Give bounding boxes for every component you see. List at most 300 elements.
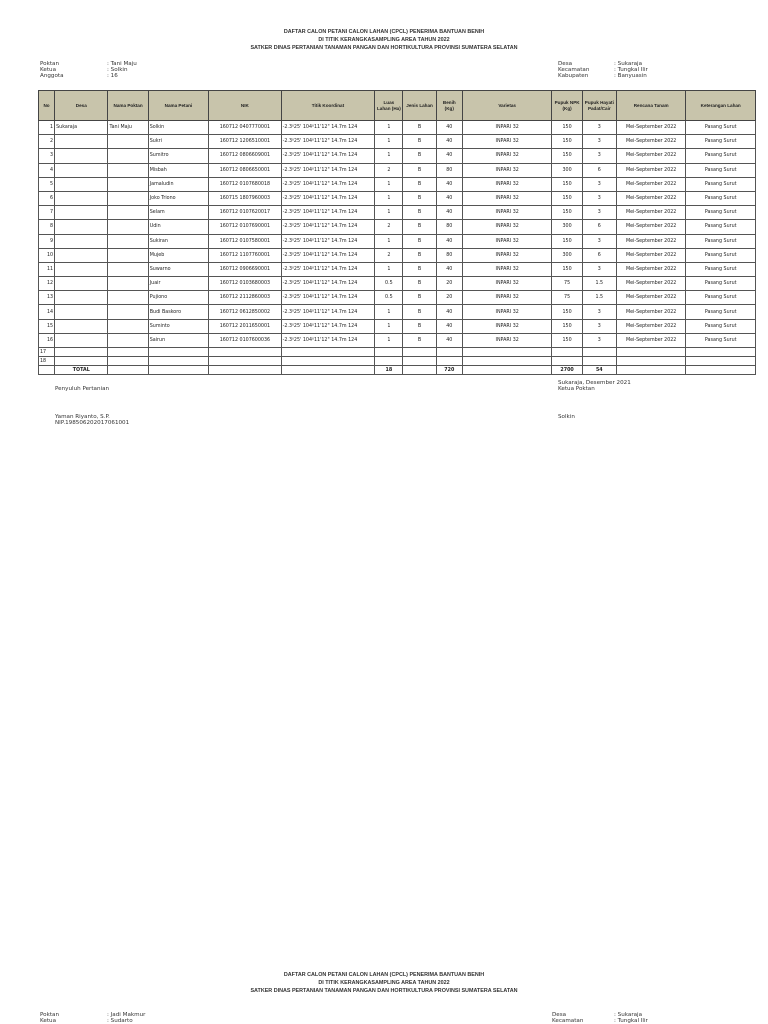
cell-varietas: INPARI 32	[462, 277, 552, 291]
cell-nik: 160712 0612850002	[209, 305, 282, 319]
cell-nama-poktan	[108, 319, 148, 333]
total-npk: 2700	[552, 366, 582, 375]
cell-nama-poktan	[108, 163, 148, 177]
cell-nama-poktan	[108, 333, 148, 347]
cell-benih: 40	[436, 191, 462, 205]
cell-no	[39, 366, 55, 375]
cell-rencana-tanam: Mei-September 2022	[616, 277, 685, 291]
cell-varietas: INPARI 32	[462, 234, 552, 248]
cell-pupuk-npk: 150	[552, 234, 582, 248]
cell-rencana-tanam: Mei-September 2022	[616, 305, 685, 319]
cell-jenis-lahan: B	[403, 206, 436, 220]
cell-jenis-lahan: B	[403, 191, 436, 205]
table-body	[39, 121, 756, 375]
cell-no: 11	[39, 262, 55, 276]
cell-benih: 40	[436, 234, 462, 248]
cell-luas-lahan: 1	[375, 121, 403, 135]
cell-nama-petani: Pujiono	[148, 291, 208, 305]
poktan-info	[40, 61, 137, 79]
cell-benih: 80	[436, 248, 462, 262]
cell-no: 6	[39, 191, 55, 205]
cell-nik: 160712 1107760001	[209, 248, 282, 262]
cell-no: 8	[39, 220, 55, 234]
cell-pupuk-npk: 150	[552, 206, 582, 220]
table-header-row	[39, 91, 756, 121]
table-row	[39, 277, 756, 291]
cell-keterangan-lahan	[686, 348, 756, 357]
cell-nama-petani: Budi Baskoro	[148, 305, 208, 319]
cell-benih: 40	[436, 177, 462, 191]
cell-pupuk-npk: 150	[552, 177, 582, 191]
cell-rencana-tanam	[616, 348, 685, 357]
cell-luas-lahan: 2	[375, 220, 403, 234]
cell-varietas	[462, 348, 552, 357]
info-value: : Sukaraja	[614, 1012, 643, 1018]
cell-nama-petani: Solkin	[148, 121, 208, 135]
cell-desa	[55, 234, 108, 248]
cell-desa	[55, 333, 108, 347]
cell-nama-poktan	[108, 357, 148, 366]
info-label: Ketua	[40, 1018, 56, 1024]
total-row	[39, 366, 756, 375]
cell-luas-lahan: 2	[375, 248, 403, 262]
cell-benih: 40	[436, 121, 462, 135]
cell-nama-petani: Sumitro	[148, 149, 208, 163]
cell-desa	[55, 357, 108, 366]
cell-benih: 40	[436, 319, 462, 333]
table-row	[39, 206, 756, 220]
info-label: Kecamatan	[558, 67, 590, 73]
cell-luas-lahan: 1	[375, 191, 403, 205]
cell-nik: 160712 0407770001	[209, 121, 282, 135]
cell-keterangan-lahan: Pasang Surut	[686, 149, 756, 163]
cell-varietas: INPARI 32	[462, 248, 552, 262]
cell-pupuk-hayati: 3	[582, 191, 616, 205]
cell-keterangan-lahan: Pasang Surut	[686, 191, 756, 205]
info-value: : Solkin	[107, 67, 128, 73]
cell-rencana-tanam: Mei-September 2022	[616, 220, 685, 234]
cell-pupuk-hayati	[582, 348, 616, 357]
cell-titik-koordinat: -2.3⁰25' 104⁰11'12" 14.7m 124	[281, 333, 375, 347]
cell-nik	[209, 366, 282, 375]
cell-pupuk-hayati: 6	[582, 248, 616, 262]
cell-no: 13	[39, 291, 55, 305]
cell-varietas: INPARI 32	[462, 135, 552, 149]
cell-no: 14	[39, 305, 55, 319]
cell-nama-petani: Mujeb	[148, 248, 208, 262]
cell-pupuk-hayati: 3	[582, 234, 616, 248]
cell-jenis-lahan: B	[403, 291, 436, 305]
cell-rencana-tanam	[616, 366, 685, 375]
cell-desa	[55, 177, 108, 191]
title-line-1: DAFTAR CALON PETANI CALON LAHAN (CPCL) PENERIMA BANTUAN BENIH	[283, 972, 485, 978]
cell-titik-koordinat: -2.3⁰25' 104⁰11'12" 14.7m 124	[281, 277, 375, 291]
table-row	[39, 291, 756, 305]
cell-jenis-lahan	[403, 366, 436, 375]
cell-nik: 160712 0107680018	[209, 177, 282, 191]
cell-varietas: INPARI 32	[462, 191, 552, 205]
cell-pupuk-hayati: 6	[582, 220, 616, 234]
cell-jenis-lahan: B	[403, 333, 436, 347]
cell-varietas	[462, 357, 552, 366]
cell-nik: 160712 0107620017	[209, 206, 282, 220]
table-row	[39, 220, 756, 234]
cell-titik-koordinat: -2.3⁰25' 104⁰11'12" 14.7m 124	[281, 319, 375, 333]
cell-no: 18	[39, 357, 55, 366]
cell-titik-koordinat: -2.3⁰25' 104⁰11'12" 14.7m 124	[281, 177, 375, 191]
cell-nama-petani	[148, 366, 208, 375]
table-row	[39, 177, 756, 191]
cell-luas-lahan: 1	[375, 262, 403, 276]
cell-luas-lahan: 1	[375, 333, 403, 347]
cell-varietas: INPARI 32	[462, 291, 552, 305]
cell-benih: 20	[436, 277, 462, 291]
cell-nama-poktan: Tani Maju	[108, 121, 148, 135]
cell-luas-lahan: 1	[375, 319, 403, 333]
cell-keterangan-lahan: Pasang Surut	[686, 305, 756, 319]
table-row-blank	[39, 357, 756, 366]
info-value: : Jadi Makmur	[107, 1012, 146, 1018]
cell-pupuk-npk: 150	[552, 333, 582, 347]
cell-rencana-tanam: Mei-September 2022	[616, 206, 685, 220]
cell-no: 16	[39, 333, 55, 347]
cell-rencana-tanam: Mei-September 2022	[616, 177, 685, 191]
header-nama-poktan: Nama Poktan	[108, 91, 148, 121]
penyuluh-nip: NIP.198506202017061001	[55, 420, 130, 426]
table-row	[39, 234, 756, 248]
location-info-2	[552, 1012, 648, 1024]
cell-nama-petani: Selam	[148, 206, 208, 220]
cell-jenis-lahan	[403, 357, 436, 366]
cell-nama-petani: Sukiran	[148, 234, 208, 248]
cell-nama-poktan	[108, 135, 148, 149]
cell-nama-poktan	[108, 366, 148, 375]
cell-nama-poktan	[108, 220, 148, 234]
cell-titik-koordinat: -2.3⁰25' 104⁰11'12" 14.7m 124	[281, 305, 375, 319]
cpcl-table	[38, 90, 756, 375]
title-line-2: DI TITIK KERANGKASAMPLING AREA TAHUN 2022	[318, 980, 450, 986]
cell-nama-poktan	[108, 305, 148, 319]
cell-pupuk-hayati: 3	[582, 305, 616, 319]
header-benih: Benih (Kg)	[436, 91, 462, 121]
cell-luas-lahan: 0.5	[375, 277, 403, 291]
info-value: : Tungkal Ilir	[614, 1018, 648, 1024]
cell-nama-poktan	[108, 262, 148, 276]
cell-pupuk-npk: 150	[552, 262, 582, 276]
cell-pupuk-npk: 150	[552, 149, 582, 163]
cell-keterangan-lahan: Pasang Surut	[686, 177, 756, 191]
cell-luas-lahan: 0.5	[375, 291, 403, 305]
header-rencana-tanam: Rencana Tanam	[616, 91, 685, 121]
cell-no: 9	[39, 234, 55, 248]
cell-nama-poktan	[108, 191, 148, 205]
total-benih: 720	[436, 366, 462, 375]
cell-luas-lahan	[375, 348, 403, 357]
header-nama-petani: Nama Petani	[148, 91, 208, 121]
cell-titik-koordinat: -2.3⁰25' 104⁰11'12" 14.7m 124	[281, 149, 375, 163]
info-value: : 16	[107, 73, 118, 79]
cell-desa	[55, 248, 108, 262]
info-label: Kabupaten	[558, 73, 589, 79]
cell-varietas: INPARI 32	[462, 121, 552, 135]
cell-rencana-tanam: Mei-September 2022	[616, 163, 685, 177]
cell-keterangan-lahan: Pasang Surut	[686, 234, 756, 248]
cell-desa	[55, 206, 108, 220]
cell-nama-poktan	[108, 234, 148, 248]
total-label: TOTAL	[55, 366, 108, 375]
cell-luas-lahan: 1	[375, 305, 403, 319]
table-row-blank	[39, 348, 756, 357]
cell-no: 15	[39, 319, 55, 333]
title-line-3: SATKER DINAS PERTANIAN TANAMAN PANGAN DAN HORTIKULTURA PROVINSI SUMATERA SELATAN	[250, 45, 518, 51]
cell-benih: 20	[436, 291, 462, 305]
cell-desa	[55, 135, 108, 149]
title-line-3: SATKER DINAS PERTANIAN TANAMAN PANGAN DAN HORTIKULTURA PROVINSI SUMATERA SELATAN	[250, 988, 518, 994]
cell-pupuk-hayati: 6	[582, 163, 616, 177]
cell-rencana-tanam: Mei-September 2022	[616, 319, 685, 333]
cell-keterangan-lahan: Pasang Surut	[686, 206, 756, 220]
cell-keterangan-lahan	[686, 366, 756, 375]
cell-keterangan-lahan: Pasang Surut	[686, 277, 756, 291]
cell-nik: 160712 0103680003	[209, 277, 282, 291]
cell-nama-petani: Juair	[148, 277, 208, 291]
cell-titik-koordinat: -2.3⁰25' 104⁰11'12" 14.7m 124	[281, 121, 375, 135]
header-titik-koordinat: Titik Koordinat	[281, 91, 375, 121]
cell-titik-koordinat: -2.3⁰25' 104⁰11'12" 14.7m 124	[281, 220, 375, 234]
cell-desa	[55, 262, 108, 276]
cell-luas-lahan: 1	[375, 206, 403, 220]
cell-keterangan-lahan: Pasang Surut	[686, 262, 756, 276]
cell-titik-koordinat: -2.3⁰25' 104⁰11'12" 14.7m 124	[281, 248, 375, 262]
title-line-2: DI TITIK KERANGKASAMPLING AREA TAHUN 2022	[318, 37, 450, 43]
info-label: Kecamatan	[552, 1018, 584, 1024]
cell-nik: 160712 0107580001	[209, 234, 282, 248]
sign-date: Sukaraja, Desember 2021	[558, 380, 631, 386]
cell-titik-koordinat: -2.3⁰25' 104⁰11'12" 14.7m 124	[281, 135, 375, 149]
cell-nama-poktan	[108, 177, 148, 191]
cell-nama-poktan	[108, 291, 148, 305]
table-row	[39, 135, 756, 149]
cell-nik: 160715 1807960003	[209, 191, 282, 205]
cell-nik: 160712 0107690001	[209, 220, 282, 234]
cell-jenis-lahan: B	[403, 234, 436, 248]
cell-varietas: INPARI 32	[462, 319, 552, 333]
cell-keterangan-lahan: Pasang Surut	[686, 291, 756, 305]
cell-luas-lahan: 1	[375, 135, 403, 149]
cell-pupuk-hayati: 3	[582, 333, 616, 347]
cell-titik-koordinat: -2.3⁰25' 104⁰11'12" 14.7m 124	[281, 262, 375, 276]
info-label: Poktan	[40, 61, 60, 67]
cell-pupuk-npk: 150	[552, 121, 582, 135]
cell-nama-petani	[148, 357, 208, 366]
cell-varietas: INPARI 32	[462, 206, 552, 220]
cell-luas-lahan: 2	[375, 163, 403, 177]
cell-jenis-lahan: B	[403, 277, 436, 291]
cell-pupuk-npk: 75	[552, 291, 582, 305]
cell-pupuk-hayati: 3	[582, 177, 616, 191]
cell-pupuk-npk: 300	[552, 248, 582, 262]
cell-pupuk-hayati: 1.5	[582, 291, 616, 305]
cell-rencana-tanam: Mei-September 2022	[616, 135, 685, 149]
cell-pupuk-npk: 150	[552, 191, 582, 205]
cell-pupuk-npk	[552, 348, 582, 357]
cell-nik	[209, 357, 282, 366]
cell-pupuk-npk: 150	[552, 319, 582, 333]
cell-nama-petani: Suwarno	[148, 262, 208, 276]
info-value: : Tungkal Ilir	[614, 67, 648, 73]
cell-nama-poktan	[108, 149, 148, 163]
cell-varietas: INPARI 32	[462, 149, 552, 163]
cell-rencana-tanam: Mei-September 2022	[616, 234, 685, 248]
cell-desa	[55, 149, 108, 163]
cell-benih: 40	[436, 135, 462, 149]
info-label: Ketua	[40, 67, 56, 73]
cell-rencana-tanam: Mei-September 2022	[616, 262, 685, 276]
cell-jenis-lahan: B	[403, 305, 436, 319]
cell-desa	[55, 277, 108, 291]
info-value: : Sukaraja	[614, 61, 643, 67]
cell-jenis-lahan: B	[403, 163, 436, 177]
cell-rencana-tanam	[616, 357, 685, 366]
cell-nama-poktan	[108, 248, 148, 262]
cell-keterangan-lahan	[686, 357, 756, 366]
header-jenis-lahan: Jenis Lahan	[403, 91, 436, 121]
cell-varietas	[462, 366, 552, 375]
cell-jenis-lahan: B	[403, 149, 436, 163]
cell-nik: 160712 0806650001	[209, 163, 282, 177]
cell-jenis-lahan: B	[403, 121, 436, 135]
cell-pupuk-npk: 300	[552, 163, 582, 177]
cell-rencana-tanam: Mei-September 2022	[616, 248, 685, 262]
cell-titik-koordinat	[281, 366, 375, 375]
cell-benih	[436, 357, 462, 366]
cell-luas-lahan: 1	[375, 177, 403, 191]
table-row	[39, 149, 756, 163]
signature-right-name	[558, 414, 575, 420]
cell-nama-petani	[148, 348, 208, 357]
cell-pupuk-hayati: 1.5	[582, 277, 616, 291]
cell-nik: 160712 2011650001	[209, 319, 282, 333]
cell-titik-koordinat: -2.3⁰25' 104⁰11'12" 14.7m 124	[281, 291, 375, 305]
cell-desa	[55, 191, 108, 205]
cell-titik-koordinat: -2.3⁰25' 104⁰11'12" 14.7m 124	[281, 191, 375, 205]
cell-rencana-tanam: Mei-September 2022	[616, 291, 685, 305]
cell-keterangan-lahan: Pasang Surut	[686, 248, 756, 262]
header-no: No	[39, 91, 55, 121]
cell-pupuk-npk: 75	[552, 277, 582, 291]
cell-titik-koordinat	[281, 348, 375, 357]
info-value: : Tani Maju	[107, 61, 137, 67]
table-row	[39, 333, 756, 347]
cell-pupuk-hayati	[582, 357, 616, 366]
cell-benih: 40	[436, 149, 462, 163]
info-label: Desa	[552, 1012, 567, 1018]
cell-titik-koordinat: -2.3⁰25' 104⁰11'12" 14.7m 124	[281, 234, 375, 248]
header-keterangan-lahan: Keterangan Lahan	[686, 91, 756, 121]
cell-varietas: INPARI 32	[462, 220, 552, 234]
cell-desa: Sukaraja	[55, 121, 108, 135]
title-line-1: DAFTAR CALON PETANI CALON LAHAN (CPCL) PENERIMA BANTUAN BENIH	[283, 29, 485, 35]
cell-keterangan-lahan: Pasang Surut	[686, 135, 756, 149]
cell-nik	[209, 348, 282, 357]
cell-nama-petani: Jamaludin	[148, 177, 208, 191]
cell-rencana-tanam: Mei-September 2022	[616, 191, 685, 205]
info-value: : Sudarto	[107, 1018, 133, 1024]
cell-nama-petani: Udin	[148, 220, 208, 234]
document-title-2	[0, 971, 768, 995]
header-varietas: Varietas	[462, 91, 552, 121]
cell-keterangan-lahan: Pasang Surut	[686, 121, 756, 135]
cell-titik-koordinat: -2.3⁰25' 104⁰11'12" 14.7m 124	[281, 206, 375, 220]
cell-pupuk-hayati: 3	[582, 121, 616, 135]
cell-no: 17	[39, 348, 55, 357]
cell-nik: 160712 0906690001	[209, 262, 282, 276]
cell-benih: 40	[436, 206, 462, 220]
table-row	[39, 163, 756, 177]
cell-nama-petani: Misbah	[148, 163, 208, 177]
signature-left	[55, 386, 109, 392]
cell-nik: 160712 0107600036	[209, 333, 282, 347]
cell-rencana-tanam: Mei-September 2022	[616, 333, 685, 347]
cell-pupuk-hayati: 3	[582, 206, 616, 220]
cell-no: 3	[39, 149, 55, 163]
cell-nik: 160712 0806609001	[209, 149, 282, 163]
cell-titik-koordinat	[281, 357, 375, 366]
ketua-name: Solkin	[558, 414, 575, 420]
cell-nama-poktan	[108, 277, 148, 291]
document-title	[0, 28, 768, 52]
cell-luas-lahan: 1	[375, 234, 403, 248]
cell-desa	[55, 305, 108, 319]
info-label: Anggota	[40, 73, 64, 79]
cell-desa	[55, 220, 108, 234]
cell-no: 1	[39, 121, 55, 135]
table-row	[39, 248, 756, 262]
total-luas: 18	[375, 366, 403, 375]
cell-nik: 160712 2112860003	[209, 291, 282, 305]
cell-keterangan-lahan: Pasang Surut	[686, 163, 756, 177]
ketua-role: Ketua Poktan	[558, 386, 595, 392]
cell-desa	[55, 319, 108, 333]
cell-no: 7	[39, 206, 55, 220]
total-hayati: 54	[582, 366, 616, 375]
location-info	[558, 61, 648, 79]
cell-no: 5	[39, 177, 55, 191]
cell-pupuk-npk: 300	[552, 220, 582, 234]
cell-nama-petani: Joko Triono	[148, 191, 208, 205]
cell-jenis-lahan: B	[403, 262, 436, 276]
table-row	[39, 121, 756, 135]
table-row	[39, 262, 756, 276]
cell-pupuk-hayati: 3	[582, 319, 616, 333]
cell-benih: 80	[436, 220, 462, 234]
cell-benih	[436, 348, 462, 357]
cell-pupuk-hayati: 3	[582, 262, 616, 276]
info-value: : Banyuasin	[614, 73, 647, 79]
cell-jenis-lahan: B	[403, 177, 436, 191]
info-label: Poktan	[40, 1012, 60, 1018]
cell-pupuk-hayati: 3	[582, 135, 616, 149]
header-pupuk-npk: Pupuk NPK (Kg)	[552, 91, 582, 121]
cell-nama-poktan	[108, 206, 148, 220]
cell-jenis-lahan: B	[403, 248, 436, 262]
cell-desa	[55, 291, 108, 305]
cell-rencana-tanam: Mei-September 2022	[616, 149, 685, 163]
table-row	[39, 191, 756, 205]
header-nik: NIK	[209, 91, 282, 121]
cell-varietas: INPARI 32	[462, 177, 552, 191]
cell-nama-poktan	[108, 348, 148, 357]
